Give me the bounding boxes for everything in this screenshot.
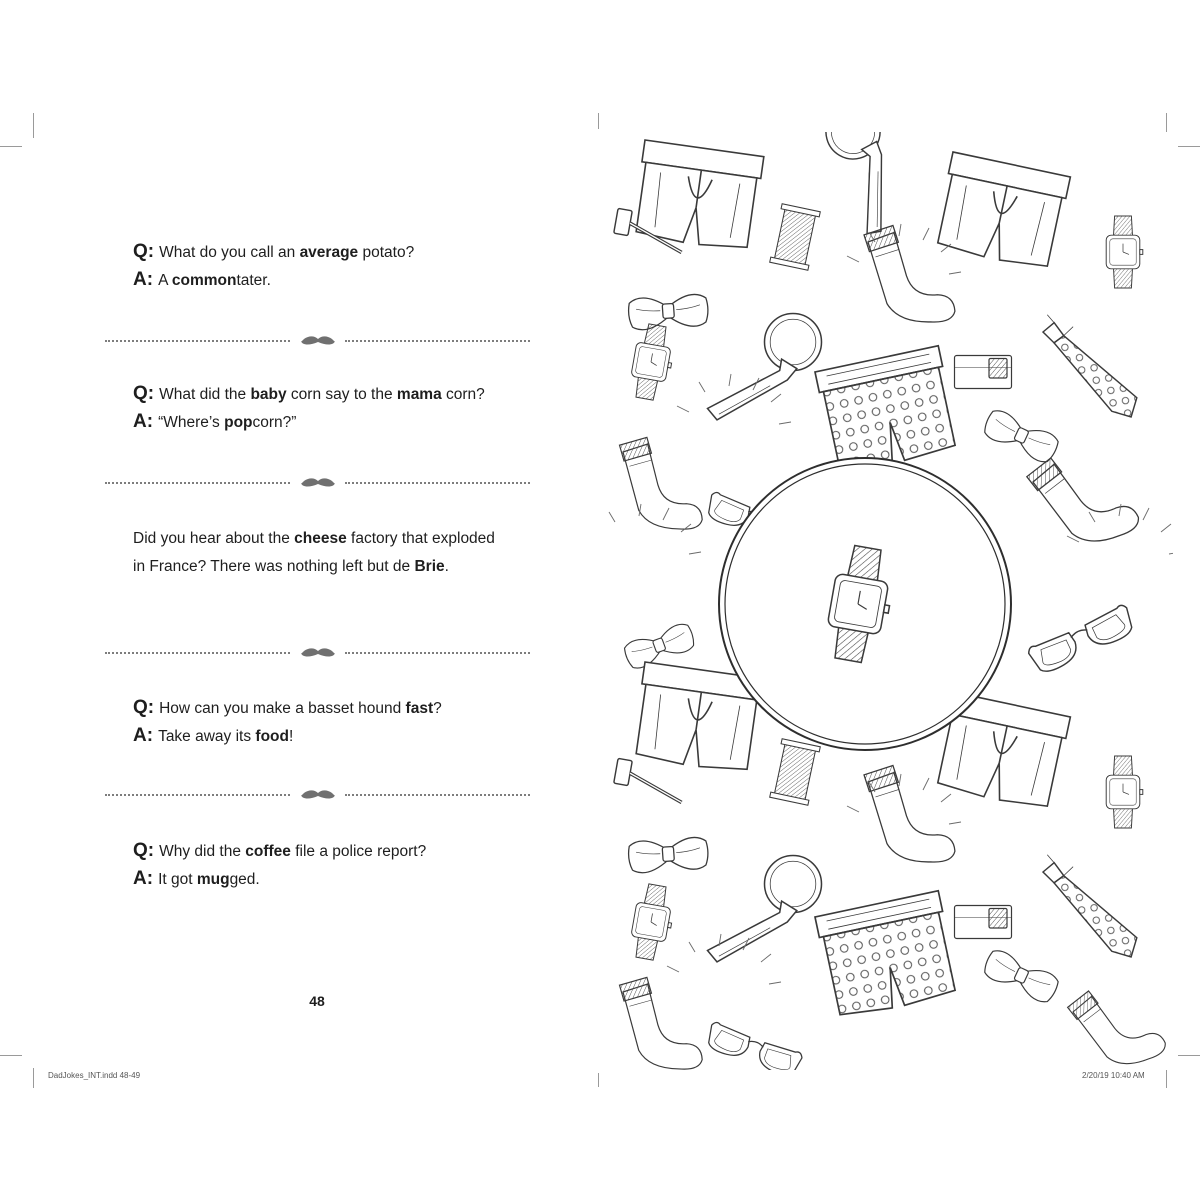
dotted-rule: [345, 340, 530, 342]
mustache-icon: [301, 789, 335, 801]
menswear-pattern-illustration: [603, 132, 1173, 1070]
question-line: [133, 380, 485, 408]
keyword: food: [255, 728, 289, 745]
question-text: [159, 700, 442, 717]
dotted-rule: [105, 794, 290, 796]
dotted-rule: [105, 340, 290, 342]
keyword: common: [171, 272, 237, 289]
text-run: potato?: [358, 244, 415, 261]
keyword: fast: [405, 700, 434, 717]
q-label: Q:: [133, 697, 155, 718]
dotted-rule: [105, 482, 290, 484]
keyword: baby: [250, 386, 287, 403]
text-run: What did the: [159, 386, 251, 403]
text-run: corn?: [441, 386, 485, 403]
question-line: [133, 837, 426, 865]
mustache-icon: [301, 477, 335, 489]
answer-text: [158, 414, 296, 431]
keyword: coffee: [245, 843, 291, 860]
answer-line: [133, 408, 485, 436]
question-text: [159, 244, 414, 261]
keyword: Brie: [414, 558, 445, 575]
joke-3: [133, 525, 503, 581]
text-run: corn?”: [252, 414, 297, 431]
answer-line: [133, 865, 426, 893]
text-run: tater.: [236, 272, 271, 289]
joke-divider: [105, 789, 530, 801]
keyword: mama: [396, 386, 442, 403]
a-label: A:: [133, 269, 154, 290]
keyword: mug: [196, 871, 230, 888]
text-run: .: [444, 558, 449, 575]
joke-5: [133, 837, 426, 893]
answer-text: [158, 728, 293, 745]
crop-mark: [1166, 1068, 1167, 1088]
text-run: Why did the: [159, 843, 246, 860]
q-label: Q:: [133, 383, 155, 404]
keyword: pop: [224, 414, 253, 431]
text-run: file a police report?: [290, 843, 427, 860]
text-run: !: [289, 728, 294, 745]
dotted-rule: [105, 652, 290, 654]
joke-1: [133, 238, 414, 294]
text-run: Did you hear about the: [133, 530, 295, 547]
text-run: A: [158, 272, 172, 289]
joke-4: [133, 694, 442, 750]
q-label: Q:: [133, 840, 155, 861]
dotted-rule: [345, 652, 530, 654]
print-slug: DadJokes_INT.indd 48-49: [48, 1071, 141, 1080]
joke-divider: [105, 647, 530, 659]
text-run: “Where’s: [158, 414, 225, 431]
a-label: A:: [133, 725, 154, 746]
joke-2: [133, 380, 485, 436]
keyword: cheese: [294, 530, 347, 547]
print-timestamp: 2/20/19 10:40 AM: [1082, 1071, 1145, 1080]
question-text: [159, 386, 485, 403]
q-label: Q:: [133, 241, 155, 262]
dotted-rule: [345, 794, 530, 796]
joke-divider: [105, 477, 530, 489]
answer-text: [158, 272, 271, 289]
joke-text: [133, 525, 503, 581]
joke-divider: [105, 335, 530, 347]
crop-mark: [1178, 1055, 1200, 1056]
answer-line: [133, 266, 414, 294]
mustache-icon: [301, 647, 335, 659]
dotted-rule: [345, 482, 530, 484]
text-run: How can you make a basset hound: [159, 700, 406, 717]
text-run: corn say to the: [286, 386, 397, 403]
text-run: What do you call an: [159, 244, 300, 261]
text-run: factory that exploded in France? There was nothing left but de: [133, 530, 495, 575]
a-label: A:: [133, 411, 154, 432]
answer-text: [158, 871, 260, 888]
keyword: average: [299, 244, 359, 261]
page-number: 48: [309, 993, 325, 1009]
text-run: It got: [158, 871, 197, 888]
answer-line: [133, 722, 442, 750]
text-run: ged.: [229, 871, 260, 888]
question-line: [133, 238, 414, 266]
text-run: Take away its: [158, 728, 256, 745]
question-line: [133, 694, 442, 722]
question-text: [159, 843, 426, 860]
a-label: A:: [133, 868, 154, 889]
text-run: ?: [433, 700, 442, 717]
mustache-icon: [301, 335, 335, 347]
crop-mark: [1178, 146, 1200, 147]
